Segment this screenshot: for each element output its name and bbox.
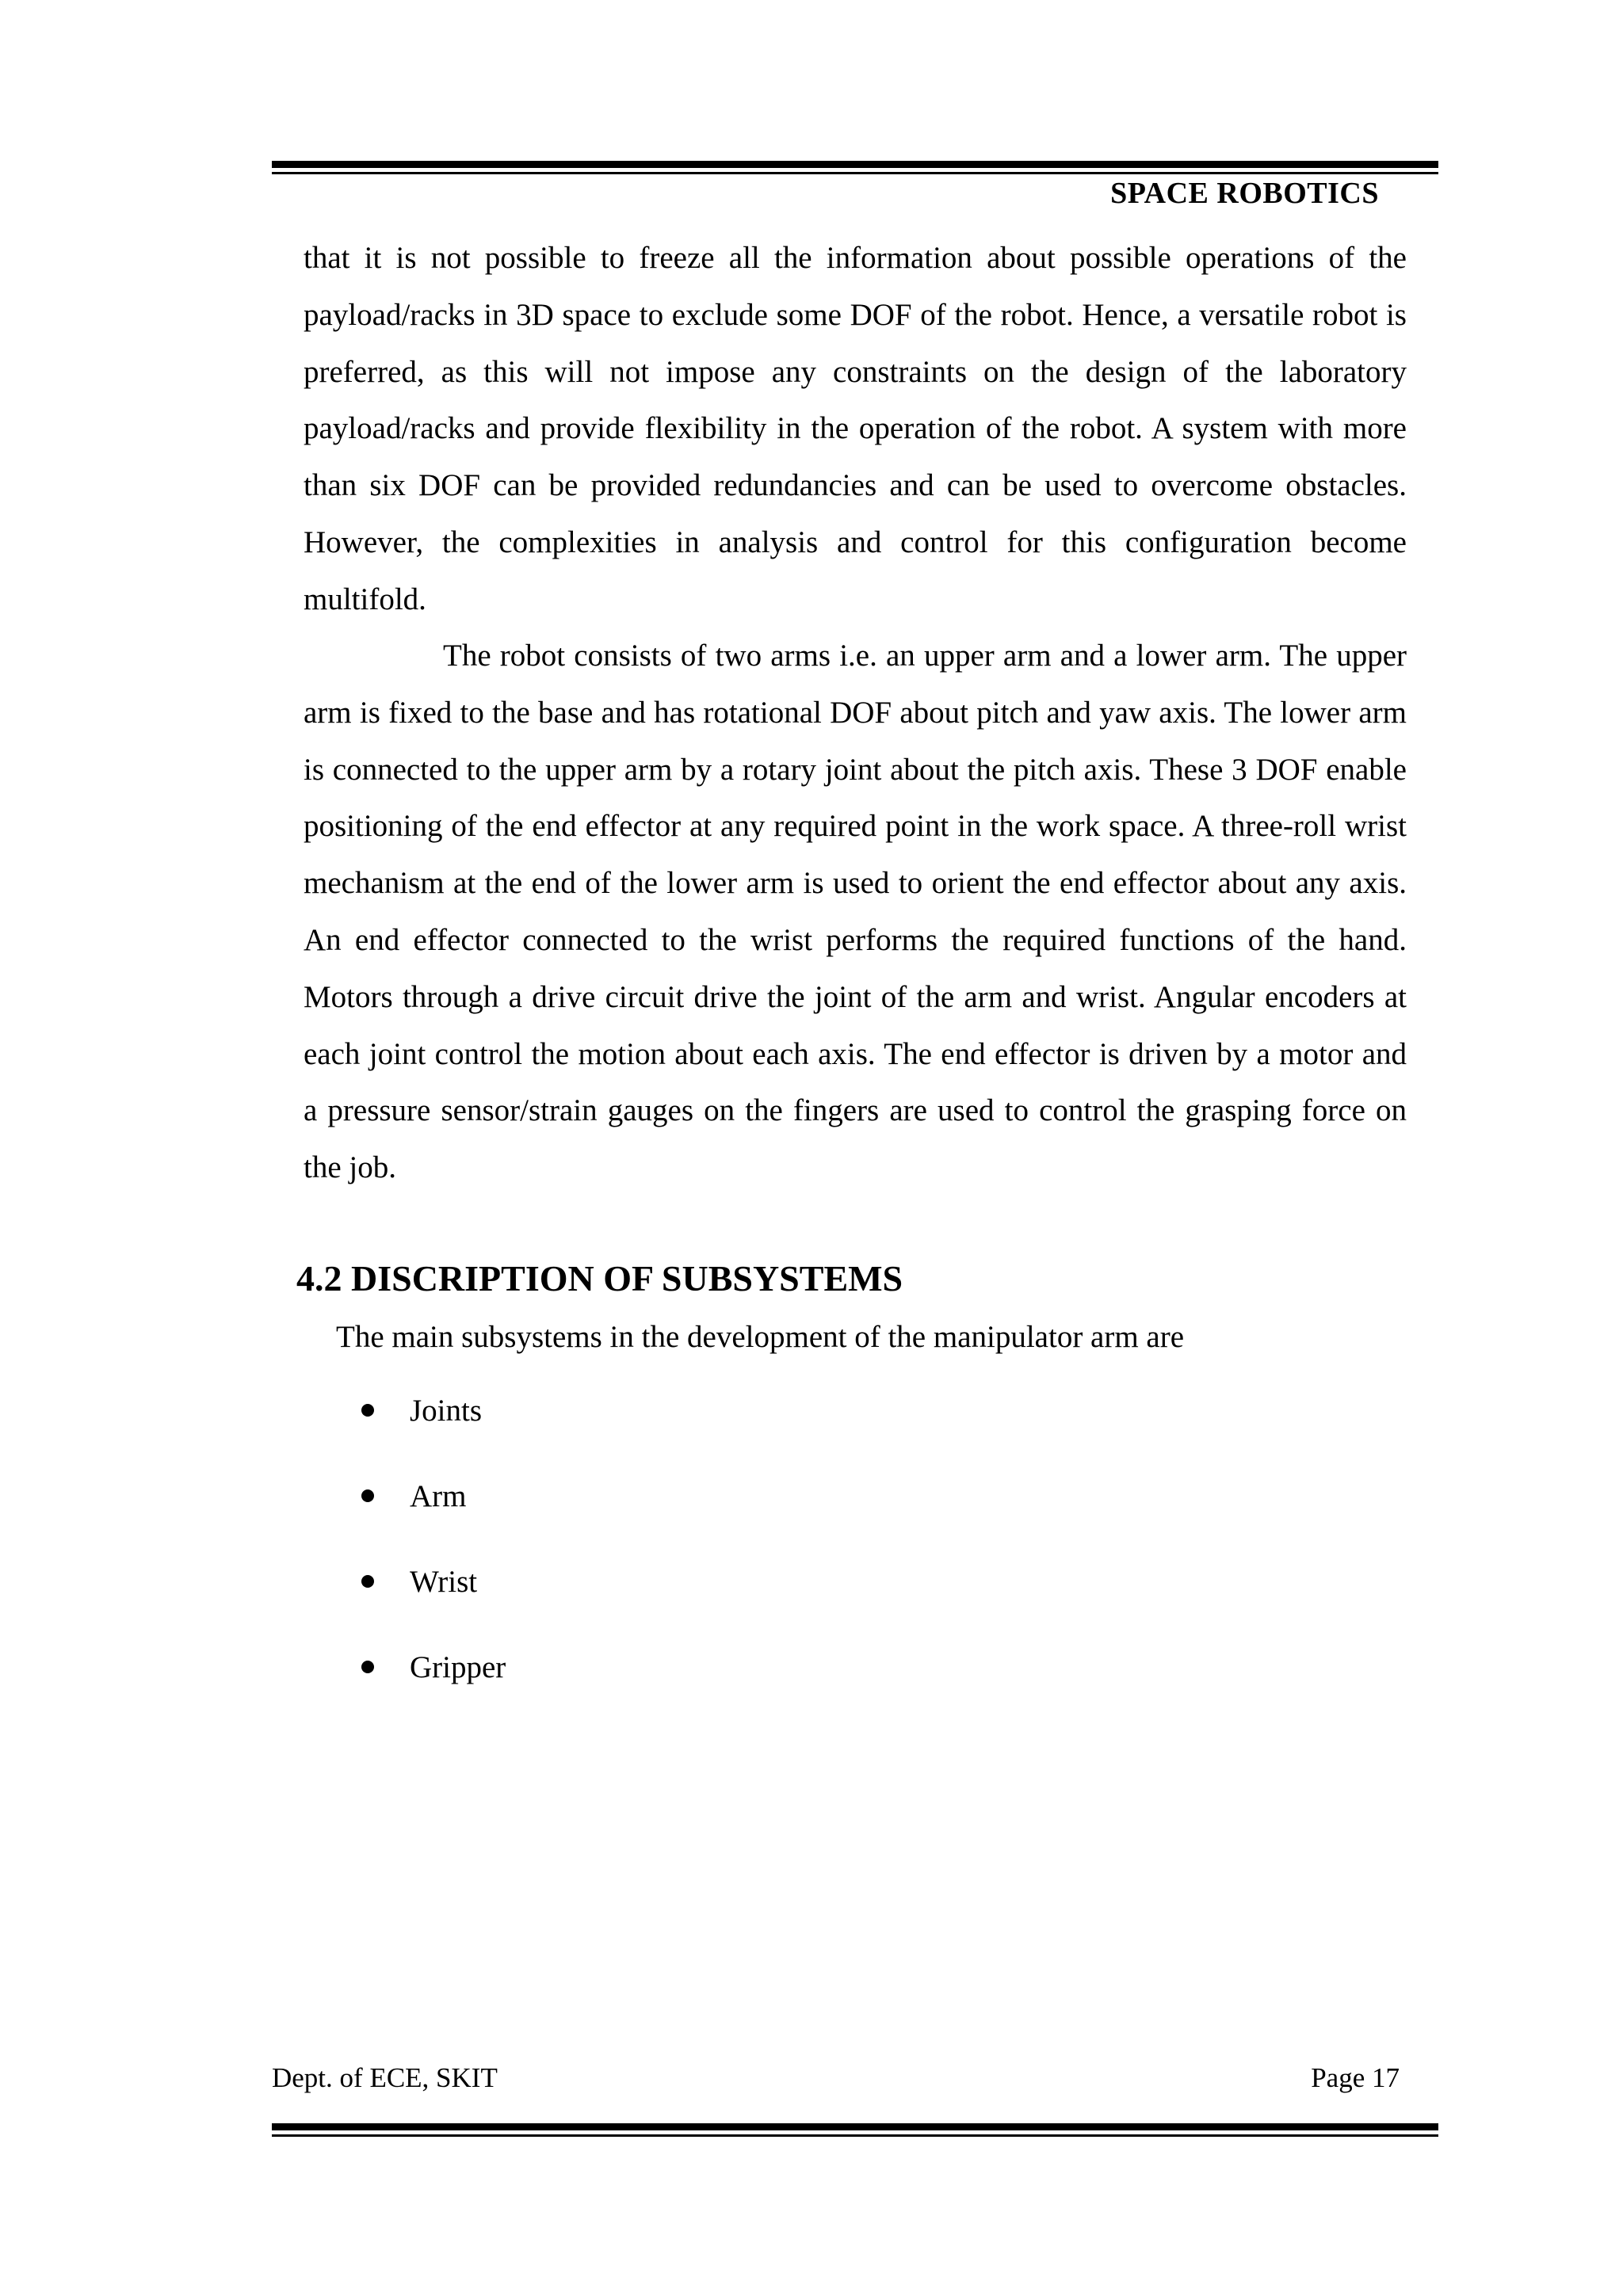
list-item [361, 1390, 506, 1476]
header-rule-thick [272, 161, 1438, 168]
subsystem-list [361, 1390, 506, 1733]
body-paragraph-2: The robot consists of two arms i.e. an upper arm and a lower arm. The upper arm is fixed to the base and has rotational DOF about pitch and yaw axis. The lower arm is connected to the upper arm by a rotary joint about the pitch axis. These 3 DOF enable positioning of the end effector at any required point in the work space. A three-roll wrist mechanism at the end of the lower arm is used to orient the end effector about any axis. An end effector connected to the wrist performs the required functions of the hand. Motors through a drive circuit drive the joint of the arm and wrist. Angular encoders at each joint control the motion about each axis. The end effector is driven by a motor and a pressure sensor/strain gauges on the fingers are used to control the grasping force on the job. [304, 639, 1407, 1185]
footer-double-rule [272, 2123, 1438, 2137]
footer-rule-thick [272, 2123, 1438, 2130]
running-header-title: SPACE ROBOTICS [1110, 177, 1379, 210]
header-double-rule [272, 161, 1438, 174]
footer-page-number: Page 17 [1311, 2062, 1400, 2093]
list-item [361, 1562, 506, 1647]
section-intro: The main subsystems in the development of the manipulator arm are [336, 1320, 1185, 1354]
bullet-icon [361, 1404, 374, 1417]
list-item-label: Wrist [410, 1565, 478, 1599]
list-item-label: Joints [410, 1394, 483, 1428]
list-item [361, 1476, 506, 1562]
list-item-label: Gripper [410, 1650, 506, 1684]
bullet-icon [361, 1661, 374, 1673]
bullet-icon [361, 1575, 374, 1588]
list-item [361, 1647, 506, 1733]
header-rule-thin [272, 172, 1438, 174]
footer-department: Dept. of ECE, SKIT [272, 2062, 498, 2093]
section-heading: 4.2 DISCRIPTION OF SUBSYSTEMS [296, 1258, 903, 1299]
bullet-icon [361, 1489, 374, 1502]
footer-rule-thin [272, 2134, 1438, 2137]
body-paragraph-1: that it is not possible to freeze all the information about possible operations of the payload/racks in 3D space to exclude some DOF of the robot. Hence, a versatile robot is preferred, as this will not impose any constraints on the design of the laboratory payload/racks and provide flexibility in the operation of the robot. A system with more than six DOF can be provided redundancies and can be used to overcome obstacles. However, the complexities in analysis and control for this configuration become multifold. [304, 241, 1407, 616]
list-item-label: Arm [410, 1479, 467, 1513]
